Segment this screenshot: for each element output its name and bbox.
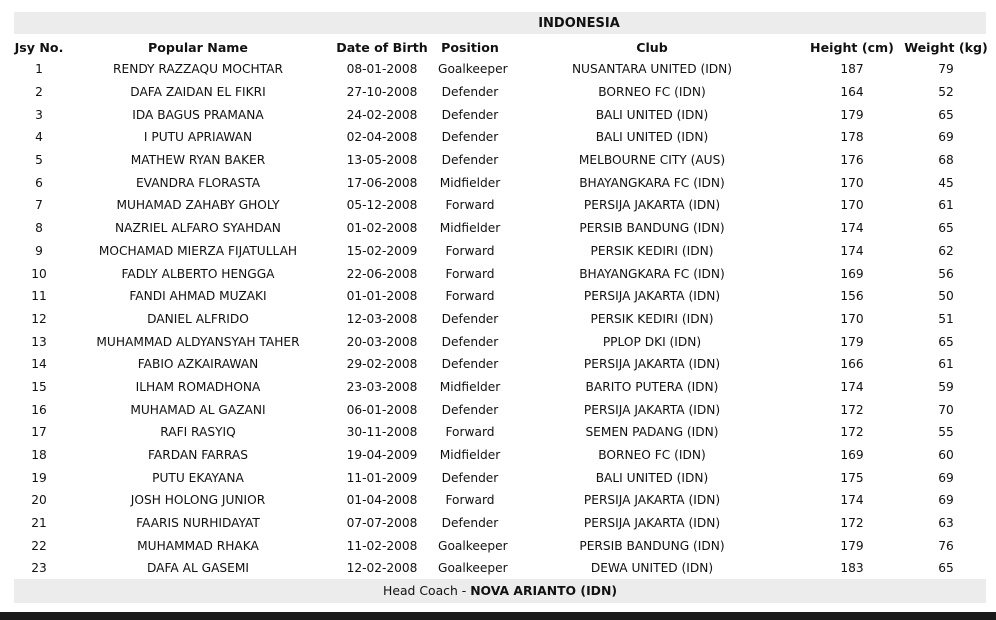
cell-height: 172 [840,425,864,440]
table-row [8,489,990,512]
cell-position: Defender [441,130,499,145]
cell-height: 179 [840,107,864,122]
coach-label: Head Coach - [383,583,471,598]
cell-club: BHAYANGKARA FC (IDN) [579,175,725,190]
cell-club: PERSIJA JAKARTA (IDN) [583,493,721,508]
cell-position: Defender [441,334,499,349]
coach-name: NOVA ARIANTO (IDN) [470,583,617,598]
cell-height: 169 [840,448,864,463]
cell-club: BALI UNITED (IDN) [595,470,709,485]
cell-name: DAFA AL GASEMI [147,561,249,576]
roster-table [8,36,990,580]
cell-jsy: 4 [35,130,43,145]
cell-club: PERSIJA JAKARTA (IDN) [583,516,721,531]
cell-position: Defender [441,402,499,417]
cell-dob: 17-06-2008 [346,175,418,190]
table-row [8,149,990,172]
cell-club: PERSIK KEDIRI (IDN) [590,243,714,258]
cell-name: I PUTU APRIAWAN [143,130,253,145]
table-row [8,103,990,126]
cell-height: 187 [840,62,864,77]
cell-position: Forward [445,198,495,213]
cell-weight: 61 [938,357,954,372]
cell-position: Midfielder [439,448,501,463]
cell-club: BORNEO FC (IDN) [598,448,706,463]
cell-club: BORNEO FC (IDN) [598,85,706,100]
cell-jsy: 20 [31,493,47,508]
cell-weight: 61 [938,198,954,213]
cell-dob: 24-02-2008 [346,107,418,122]
table-row [8,421,990,444]
cell-position: Defender [441,470,499,485]
cell-dob: 12-02-2008 [346,561,418,576]
cell-dob: 13-05-2008 [346,153,418,168]
cell-position: Goalkeeper [438,538,508,553]
header-row [8,36,990,58]
cell-position: Defender [441,85,499,100]
cell-position: Midfielder [439,379,501,394]
cell-dob: 01-02-2008 [346,221,418,236]
header-club: Club [636,39,668,55]
cell-height: 174 [840,243,864,258]
cell-dob: 20-03-2008 [346,334,418,349]
table-row [8,262,990,285]
cell-weight: 63 [938,516,954,531]
cell-weight: 65 [938,561,954,576]
cell-dob: 29-02-2008 [346,357,418,372]
cell-jsy: 6 [35,175,43,190]
header-jsy: Jsy No. [14,39,64,55]
cell-name: MUHAMAD AL GAZANI [130,402,266,417]
cell-jsy: 23 [31,561,47,576]
cell-jsy: 10 [31,266,47,281]
cell-weight: 62 [938,243,954,258]
table-row [8,353,990,376]
cell-jsy: 9 [35,243,43,258]
cell-jsy: 7 [35,198,43,213]
cell-jsy: 16 [31,402,47,417]
header-dob: Date of Birth [336,39,428,55]
cell-weight: 52 [938,85,954,100]
cell-jsy: 11 [31,289,47,304]
table-row [8,58,990,81]
cell-height: 179 [840,538,864,553]
table-row [8,376,990,399]
cell-position: Midfielder [439,175,501,190]
cell-jsy: 17 [31,425,47,440]
cell-name: FADLY ALBERTO HENGGA [121,266,275,281]
table-row [8,171,990,194]
table-row [8,512,990,535]
cell-dob: 07-07-2008 [346,516,418,531]
cell-position: Defender [441,311,499,326]
cell-height: 179 [840,334,864,349]
cell-weight: 60 [938,448,954,463]
cell-dob: 01-01-2008 [346,289,418,304]
table-row [8,398,990,421]
cell-position: Forward [445,266,495,281]
cell-jsy: 2 [35,85,43,100]
cell-club: DEWA UNITED (IDN) [590,561,714,576]
cell-position: Defender [441,107,499,122]
cell-name: FANDI AHMAD MUZAKI [129,289,267,304]
cell-weight: 50 [938,289,954,304]
cell-jsy: 3 [35,107,43,122]
cell-name: JOSH HOLONG JUNIOR [130,493,266,508]
cell-height: 156 [840,289,864,304]
cell-dob: 27-10-2008 [346,85,418,100]
cell-jsy: 21 [31,516,47,531]
cell-club: SEMEN PADANG (IDN) [585,425,719,440]
cell-club: BALI UNITED (IDN) [595,130,709,145]
cell-height: 170 [840,311,864,326]
cell-dob: 08-01-2008 [346,62,418,77]
cell-weight: 68 [938,153,954,168]
cell-name: RAFI RASYIQ [160,425,236,440]
cell-jsy: 15 [31,379,47,394]
cell-dob: 05-12-2008 [346,198,418,213]
cell-dob: 23-03-2008 [346,379,418,394]
cell-position: Goalkeeper [438,62,508,77]
cell-weight: 45 [938,175,954,190]
cell-height: 170 [840,175,864,190]
cell-weight: 76 [938,538,954,553]
header-name: Popular Name [148,39,248,55]
cell-name: MATHEW RYAN BAKER [130,153,266,168]
table-row [8,466,990,489]
cell-height: 175 [840,470,864,485]
table-row [8,330,990,353]
cell-jsy: 12 [31,311,47,326]
cell-height: 164 [840,85,864,100]
cell-weight: 69 [938,493,954,508]
table-row [8,285,990,308]
table-row [8,308,990,331]
cell-position: Forward [445,289,495,304]
cell-jsy: 14 [31,357,47,372]
cell-jsy: 19 [31,470,47,485]
cell-club: PERSIJA JAKARTA (IDN) [583,198,721,213]
cell-club: PPLOP DKI (IDN) [602,334,702,349]
table-row [8,194,990,217]
cell-dob: 12-03-2008 [346,311,418,326]
header-weight: Weight (kg) [904,39,988,55]
cell-position: Goalkeeper [438,561,508,576]
cell-name: FABIO AZKAIRAWAN [137,357,259,372]
cell-dob: 15-02-2009 [346,243,418,258]
table-row [8,126,990,149]
cell-jsy: 5 [35,153,43,168]
cell-name: FAARIS NURHIDAYAT [136,516,260,531]
cell-club: MELBOURNE CITY (AUS) [578,153,726,168]
cell-height: 174 [840,379,864,394]
cell-name: FARDAN FARRAS [148,448,248,463]
cell-position: Defender [441,357,499,372]
cell-club: BALI UNITED (IDN) [595,107,709,122]
cell-name: MUHAMMAD ALDYANSYAH TAHER [96,334,300,349]
cell-club: PERSIJA JAKARTA (IDN) [583,402,721,417]
cell-height: 183 [840,561,864,576]
cell-height: 176 [840,153,864,168]
title-bar [14,12,986,34]
cell-weight: 65 [938,334,954,349]
cell-club: BHAYANGKARA FC (IDN) [579,266,725,281]
cell-name: MOCHAMAD MIERZA FIJATULLAH [98,243,298,258]
cell-club: NUSANTARA UNITED (IDN) [571,62,733,77]
cell-name: PUTU EKAYANA [152,470,244,485]
cell-name: RENDY RAZZAQU MOCHTAR [113,62,283,77]
cell-weight: 55 [938,425,954,440]
table-row [8,240,990,263]
cell-jsy: 13 [31,334,47,349]
cell-position: Midfielder [439,221,501,236]
cell-height: 166 [840,357,864,372]
cell-jsy: 22 [31,538,47,553]
cell-position: Forward [445,493,495,508]
cell-height: 174 [840,493,864,508]
cell-name: NAZRIEL ALFARO SYAHDAN [115,221,281,236]
cell-name: EVANDRA FLORASTA [135,175,261,190]
cell-jsy: 1 [35,62,43,77]
table-row [8,534,990,557]
header-position: Position [441,39,499,55]
roster-body [8,58,990,580]
table-row [8,81,990,104]
cell-dob: 22-06-2008 [346,266,418,281]
team-title: INDONESIA [538,16,620,31]
cell-club: PERSIJA JAKARTA (IDN) [583,357,721,372]
cell-jsy: 18 [31,448,47,463]
cell-position: Forward [445,243,495,258]
cell-height: 172 [840,402,864,417]
cell-weight: 69 [938,130,954,145]
cell-weight: 79 [938,62,954,77]
cell-name: DANIEL ALFRIDO [147,311,249,326]
cell-position: Defender [441,516,499,531]
table-row [8,444,990,467]
cell-height: 174 [840,221,864,236]
cell-height: 172 [840,516,864,531]
cell-weight: 59 [938,379,954,394]
cell-name: ILHAM ROMADHONA [135,379,261,394]
cell-club: PERSIK KEDIRI (IDN) [590,311,714,326]
cell-weight: 70 [938,402,954,417]
cell-jsy: 8 [35,221,43,236]
header-height: Height (cm) [810,39,894,55]
cell-club: PERSIB BANDUNG (IDN) [579,538,725,553]
cell-dob: 01-04-2008 [346,493,418,508]
cell-weight: 65 [938,107,954,122]
cell-name: MUHAMMAD RHAKA [137,538,259,553]
table-row [8,217,990,240]
cell-club: PERSIB BANDUNG (IDN) [579,221,725,236]
cell-name: MUHAMAD ZAHABY GHOLY [116,198,280,213]
cell-club: PERSIJA JAKARTA (IDN) [583,289,721,304]
table-row [8,557,990,580]
cell-dob: 06-01-2008 [346,402,418,417]
cell-height: 170 [840,198,864,213]
cell-height: 178 [840,130,864,145]
cell-weight: 56 [938,266,954,281]
coach-bar [14,579,986,603]
cell-club: BARITO PUTERA (IDN) [585,379,719,394]
cell-height: 169 [840,266,864,281]
cell-dob: 11-02-2008 [346,538,418,553]
cell-weight: 65 [938,221,954,236]
cell-dob: 02-04-2008 [346,130,418,145]
cell-dob: 11-01-2009 [346,470,418,485]
cell-position: Defender [441,153,499,168]
cell-weight: 51 [938,311,954,326]
cell-name: DAFA ZAIDAN EL FIKRI [130,85,266,100]
cell-dob: 30-11-2008 [346,425,418,440]
cell-position: Forward [445,425,495,440]
cell-weight: 69 [938,470,954,485]
cell-dob: 19-04-2009 [346,448,418,463]
cell-name: IDA BAGUS PRAMANA [132,107,264,122]
